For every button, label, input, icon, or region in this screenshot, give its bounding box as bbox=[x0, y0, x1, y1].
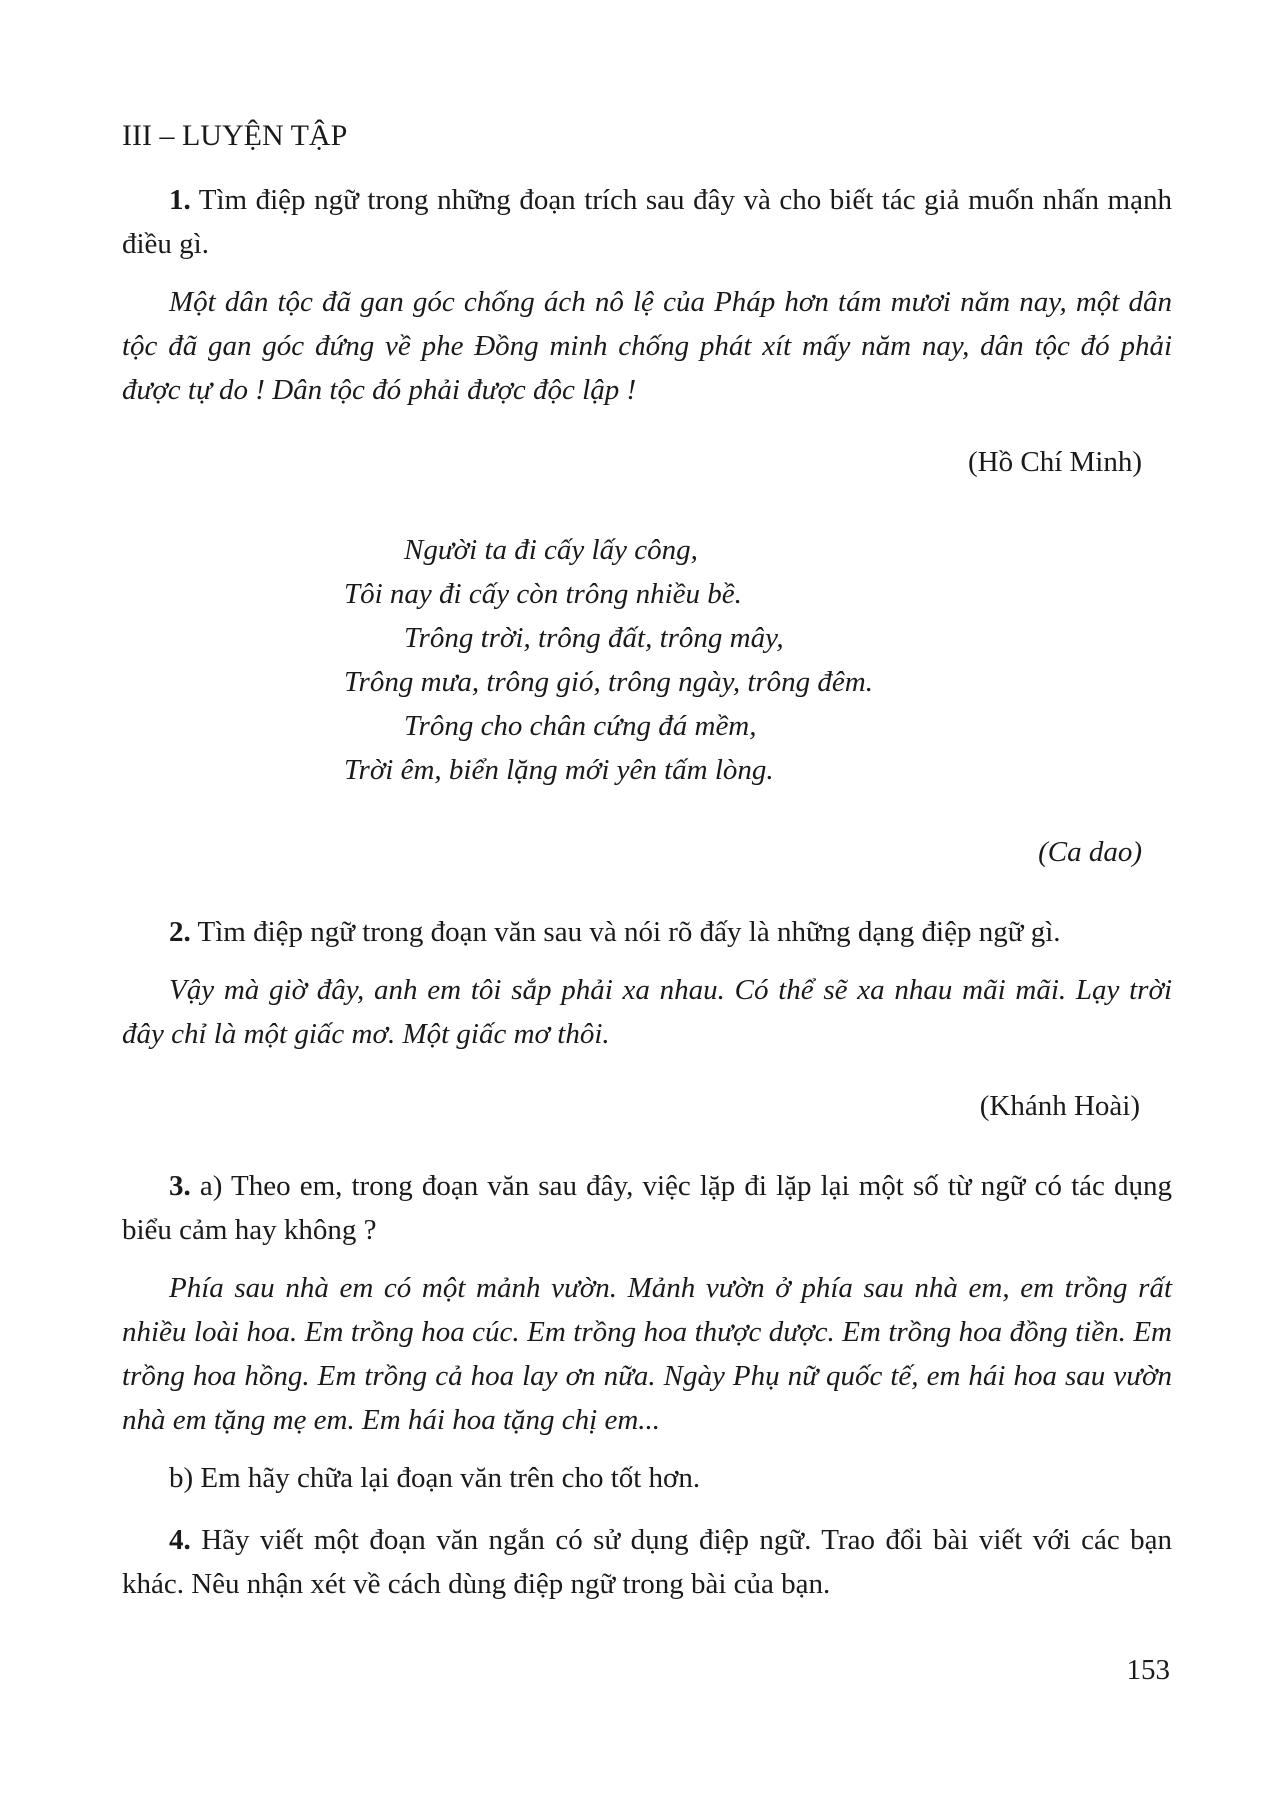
exercise-4 bbox=[122, 1518, 1172, 1606]
exercise-1-quote-source: (Hồ Chí Minh) bbox=[968, 446, 1142, 478]
poem-line: Tôi nay đi cấy còn trông nhiều bề. bbox=[344, 578, 742, 610]
exercise-2-source: (Khánh Hoài) bbox=[979, 1090, 1140, 1122]
exercise-3-number: 3. bbox=[169, 1170, 191, 1202]
exercise-2 bbox=[122, 910, 1172, 954]
exercise-1-number: 1. bbox=[169, 184, 191, 216]
exercise-1-poem-source: (Ca dao) bbox=[1038, 836, 1142, 868]
section-title: III – LUYỆN TẬP bbox=[122, 119, 348, 152]
exercise-2-prompt: Tìm điệp ngữ trong đoạn văn sau và nói rõ đấy là những dạng điệp ngữ gì. bbox=[197, 916, 1061, 948]
exercise-3-prompt-b: b) Em hãy chữa lại đoạn văn trên cho tốt hơn. bbox=[169, 1462, 701, 1494]
poem-line: Trông mưa, trông gió, trông ngày, trông đêm. bbox=[344, 666, 873, 698]
exercise-1-quote: Một dân tộc đã gan góc chống ách nô lệ của Pháp hơn tám mươi năm nay, một dân tộc đã gan góc đứng về phe Đồng minh chống phát xít mấy năm nay, dân tộc đó phải được tự do ! Dân tộc đó phải được độc lập ! bbox=[122, 286, 1172, 406]
page-content bbox=[122, 114, 1172, 1606]
exercise-1 bbox=[122, 178, 1172, 266]
poem-line: Trời êm, biển lặng mới yên tấm lòng. bbox=[344, 754, 774, 786]
poem-line: Trông trời, trông đất, trông mây, bbox=[404, 622, 784, 654]
exercise-1-prompt: Tìm điệp ngữ trong những đoạn trích sau đây và cho biết tác giả muốn nhấn mạnh điều gì. bbox=[122, 184, 1172, 260]
page-number: 153 bbox=[1126, 1654, 1170, 1686]
poem-line: Trông cho chân cứng đá mềm, bbox=[404, 710, 757, 742]
exercise-1-poem bbox=[344, 528, 1172, 792]
exercise-3 bbox=[122, 1164, 1172, 1252]
exercise-2-number: 2. bbox=[169, 916, 191, 948]
exercise-3-quote: Phía sau nhà em có một mảnh vườn. Mảnh vườn ở phía sau nhà em, em trồng rất nhiều loài hoa. Em trồng hoa cúc. Em trồng hoa thược dược. Em trồng hoa đồng tiền. Em trồng hoa hồng. Em trồng cả hoa lay ơn nữa. Ngày Phụ nữ quốc tế, em hái hoa sau vườn nhà em tặng mẹ em. Em hái hoa tặng chị em... bbox=[122, 1272, 1172, 1436]
poem-line: Người ta đi cấy lấy công, bbox=[404, 534, 698, 566]
exercise-4-number: 4. bbox=[169, 1524, 191, 1556]
exercise-4-prompt: Hãy viết một đoạn văn ngắn có sử dụng điệp ngữ. Trao đổi bài viết với các bạn khác. Nêu nhận xét về cách dùng điệp ngữ trong bài của bạn. bbox=[122, 1524, 1173, 1600]
exercise-3-prompt-a: a) Theo em, trong đoạn văn sau đây, việc lặp đi lặp lại một số từ ngữ có tác dụng biểu cảm hay không ? bbox=[122, 1170, 1173, 1246]
exercise-2-quote: Vậy mà giờ đây, anh em tôi sắp phải xa nhau. Có thể sẽ xa nhau mãi mãi. Lạy trời đây chỉ là một giấc mơ. Một giấc mơ thôi. bbox=[122, 974, 1172, 1050]
